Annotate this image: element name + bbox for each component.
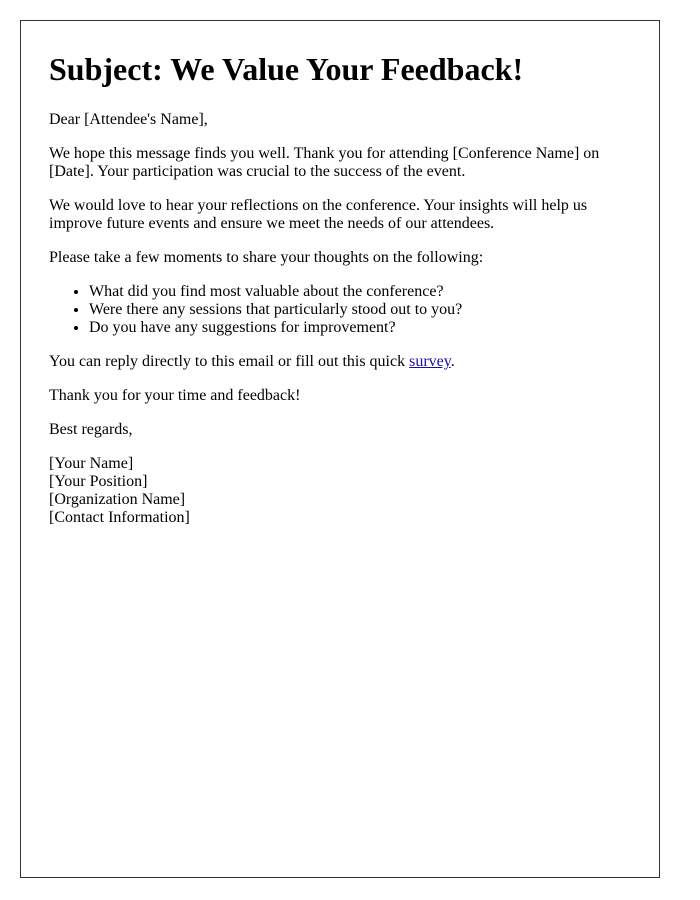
list-item: • What did you find most valuable about the conference?: [89, 283, 631, 301]
signature-contact: [Contact Information]: [49, 509, 190, 526]
list-item: • Do you have any suggestions for improvement?: [89, 319, 631, 337]
list-item: • Were there any sessions that particularly stood out to you?: [89, 301, 631, 319]
intro-paragraph: We hope this message finds you well. Thank you for attending [Conference Name] on [Date]. Your participation was crucial to the success of the event.: [49, 145, 600, 180]
signature-organization: [Organization Name]: [49, 491, 186, 508]
signature-block: [49, 455, 631, 527]
reply-text: You can reply directly to this email or fill out this quick: [49, 353, 410, 370]
email-subject: Subject: We Value Your Feedback!: [49, 51, 524, 87]
reply-punctuation: .: [450, 353, 455, 370]
letter-container: [20, 20, 660, 878]
closing: Best regards,: [49, 421, 133, 438]
signature-name: [Your Name]: [49, 455, 134, 472]
greeting: Dear [Attendee's Name],: [49, 111, 208, 128]
thanks-paragraph: Thank you for your time and feedback!: [49, 387, 301, 404]
question-list: [49, 283, 631, 337]
prompt-paragraph: Please take a few moments to share your thoughts on the following:: [49, 249, 484, 266]
signature-position: [Your Position]: [49, 473, 148, 490]
request-paragraph: We would love to hear your reflections on the conference. Your insights will help us improve future events and ensure we meet the needs of our attendees.: [49, 197, 588, 232]
reply-paragraph: [49, 353, 631, 371]
survey-link[interactable]: survey: [409, 353, 451, 370]
